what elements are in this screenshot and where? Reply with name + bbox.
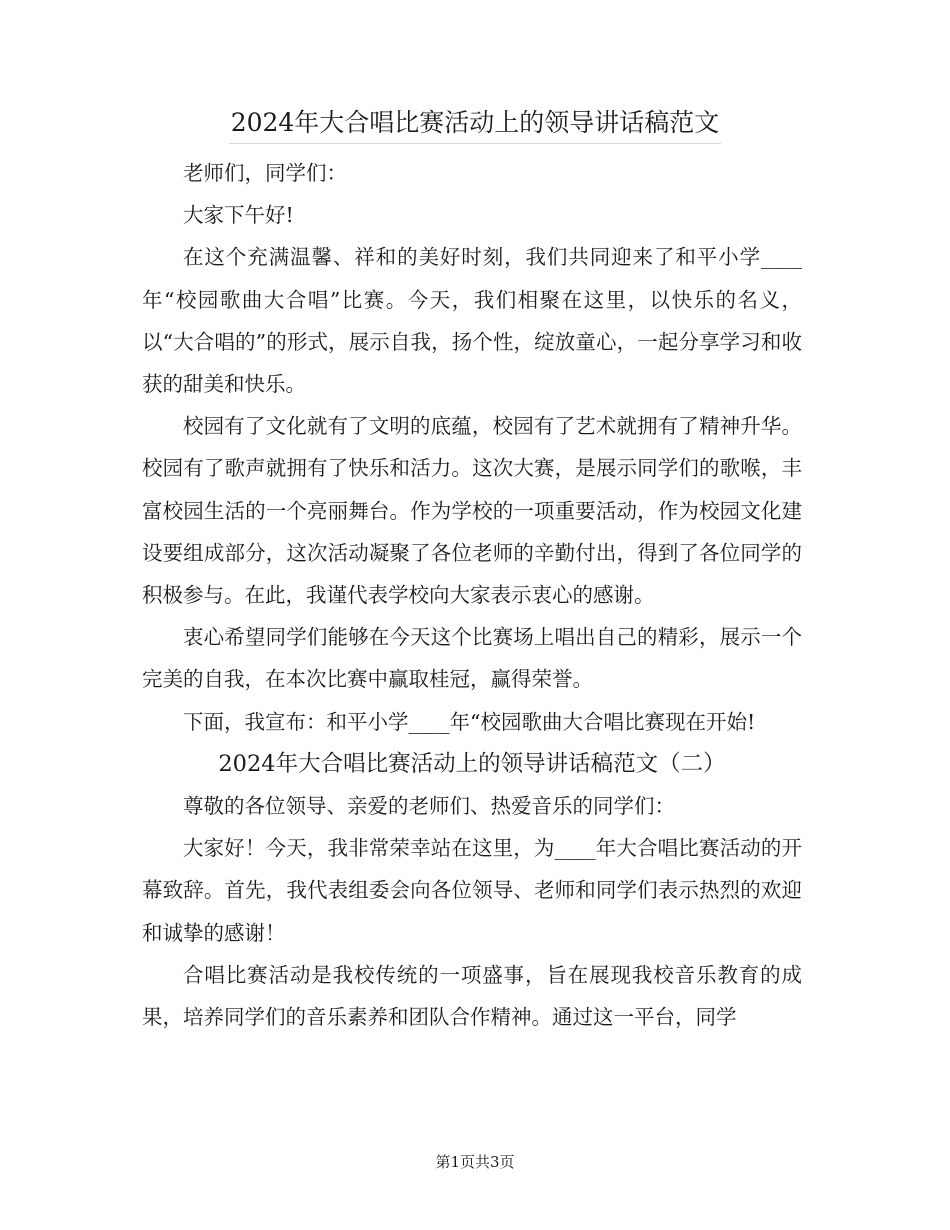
paragraph2-salutation: 尊敬的各位领导、亲爱的老师们、热爱音乐的同学们： [183, 794, 675, 819]
document-title [0, 103, 950, 144]
paragraph-greeting: 大家下午好! [183, 203, 294, 228]
paragraph-salutation: 老师们，同学们： [183, 161, 347, 185]
document-body [142, 152, 802, 1038]
paragraph-intro: 在这个充满温馨、祥和的美好时刻，我们共同迎来了和平小学____年“校园歌曲大合唱”比赛。今天，我们相聚在这里，以快乐的名义，以“大合唱的”的形式，展示自我，扬个性，绽放童心，一起分享学习和收获的甜美和快乐。 [142, 245, 802, 397]
section-subtitle: 2024年大合唱比赛活动上的领导讲话稿范文（二） [218, 750, 726, 777]
page-number: 第1页共3页 [435, 1153, 515, 1171]
paragraph-announcement: 下面，我宣布：和平小学____年“校园歌曲大合唱比赛现在开始! [183, 709, 756, 734]
paragraph-culture: 校园有了文化就有了文明的底蕴，校园有了艺术就拥有了精神升华。校园有了歌声就拥有了快乐和活力。这次大赛，是展示同学们的歌喉，丰富校园生活的一个亮丽舞台。作为学校的一项重要活动，作为校园文化建设要组成部分，这次活动凝聚了各位老师的辛勤付出，得到了各位同学的积极参与。在此，我谨代表学校向大家表示衷心的感谢。 [142, 414, 802, 608]
document-title-text: 2024年大合唱比赛活动上的领导讲话稿范文 [229, 103, 722, 144]
paragraph2-opening: 大家好！今天，我非常荣幸站在这里，为____年大合唱比赛活动的开幕致辞。首先，我代表组委会向各位领导、老师和同学们表示热烈的欢迎和诚挚的感谢！ [142, 836, 802, 945]
paragraph-wishes: 衷心希望同学们能够在今天这个比赛场上唱出自己的精彩，展示一个完美的自我，在本次比赛中赢取桂冠，赢得荣誉。 [142, 625, 802, 692]
paragraph2-tradition: 合唱比赛活动是我校传统的一项盛事，旨在展现我校音乐教育的成果，培养同学们的音乐素养和团队合作精神。通过这一平台，同学 [142, 962, 802, 1030]
